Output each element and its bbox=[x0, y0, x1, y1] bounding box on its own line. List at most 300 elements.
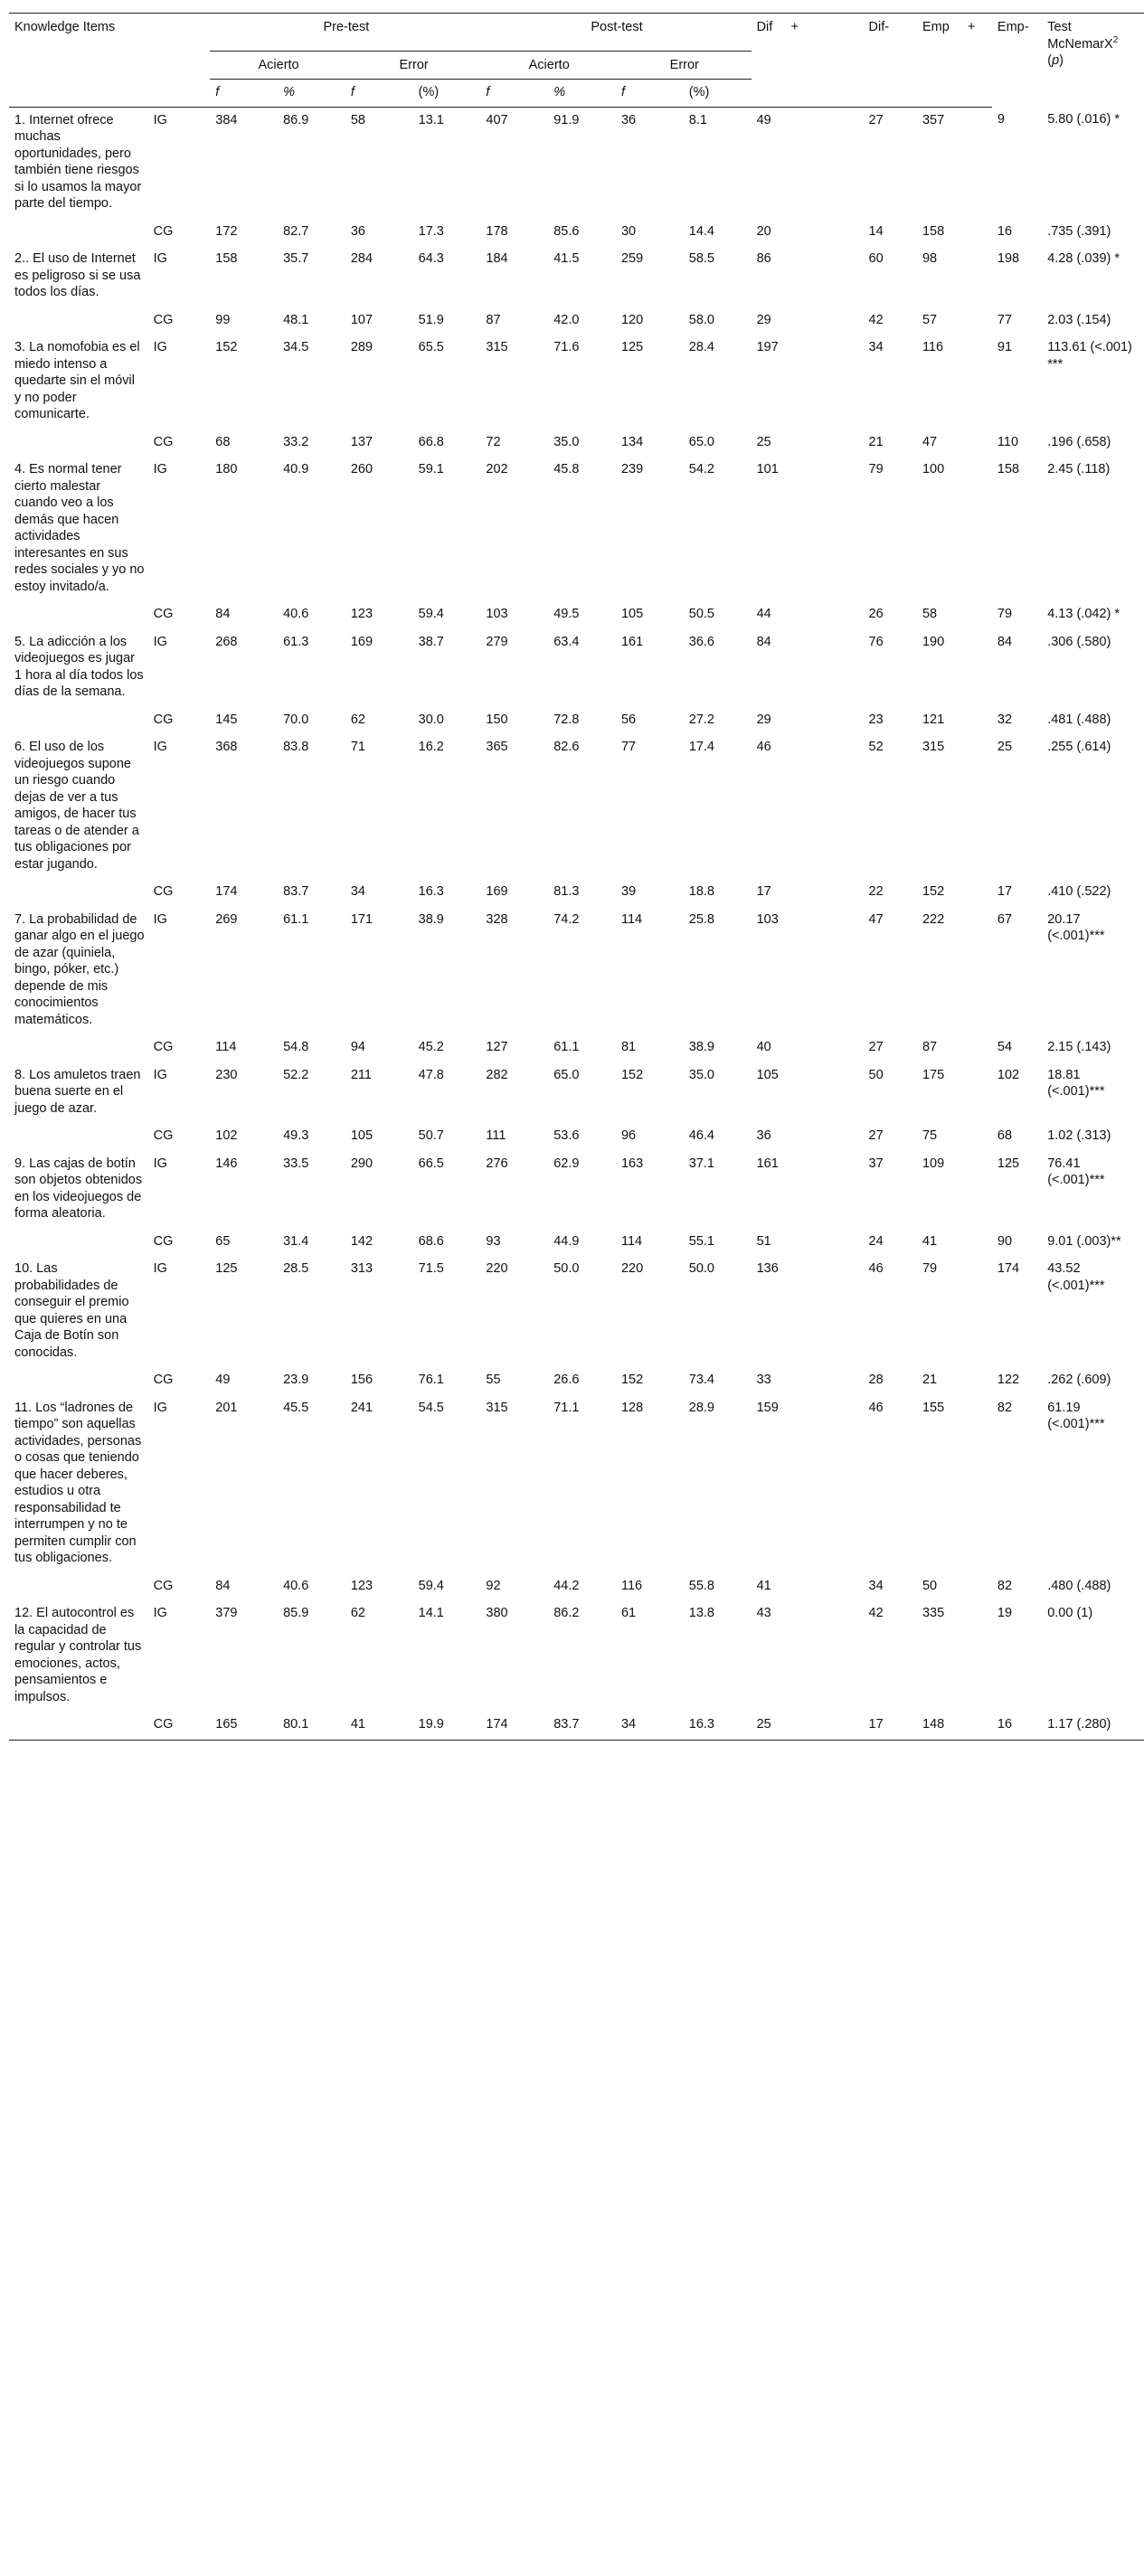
knowledge-item-text: 12. El autocontrol es la capacidad de regular y controlar tus emociones, actos, pensamientos e impulsos. bbox=[14, 1606, 142, 1704]
emp-plus-value: 335 bbox=[922, 1606, 945, 1620]
dif-minus-value: 42 bbox=[868, 312, 884, 327]
dif-plus-value: 43 bbox=[756, 1606, 771, 1620]
dif-minus-value: 52 bbox=[868, 740, 884, 754]
pre-acierto-f: 269 bbox=[215, 911, 238, 927]
dif-plus-value: 36 bbox=[756, 1128, 771, 1143]
pre-error-f: 62 bbox=[350, 712, 365, 727]
knowledge-item-text bbox=[9, 1034, 148, 1062]
group-label: IG bbox=[153, 1606, 167, 1620]
emp-minus-value: 84 bbox=[997, 634, 1013, 649]
dif-plus-value: 20 bbox=[756, 223, 771, 239]
pre-error-pct: 45.2 bbox=[418, 1040, 444, 1054]
pre-acierto-f: 145 bbox=[215, 712, 238, 727]
emp-plus-value: 148 bbox=[917, 1712, 992, 1740]
emp-minus-value: 82 bbox=[997, 1578, 1013, 1593]
post-acierto-f: 169 bbox=[486, 884, 508, 899]
group-label: IG bbox=[153, 1400, 167, 1415]
pre-error-f: 123 bbox=[350, 607, 373, 621]
post-acierto-f: 55 bbox=[486, 1373, 501, 1387]
pre-acierto-pct: 85.9 bbox=[283, 1606, 309, 1620]
dif-minus-value: 27 bbox=[868, 1128, 884, 1143]
emp-minus-value: 198 bbox=[997, 251, 1020, 266]
group-label: IG bbox=[153, 340, 167, 354]
mcnemar-test-value: 76.41 (<.001)*** bbox=[1047, 1156, 1105, 1187]
dif-plus-value: 46 bbox=[756, 740, 771, 754]
pre-error-f: 41 bbox=[345, 1712, 413, 1740]
pre-acierto-pct: 86.9 bbox=[283, 112, 309, 127]
post-error-pct: 58.0 bbox=[688, 312, 714, 327]
table-row bbox=[9, 601, 1144, 629]
table-row bbox=[9, 1600, 1144, 1712]
emp-plus-value: 175 bbox=[922, 1067, 945, 1082]
pre-error-f: 260 bbox=[350, 462, 373, 477]
mcnemar-test-value: .262 (.609) bbox=[1047, 1373, 1111, 1387]
emp-plus-value: 109 bbox=[922, 1156, 945, 1171]
emp-plus-value: 58 bbox=[922, 607, 938, 621]
group-label: CG bbox=[153, 712, 174, 727]
table-row bbox=[9, 107, 1144, 219]
pre-acierto-f: 102 bbox=[215, 1128, 238, 1143]
pre-acierto-f: 125 bbox=[215, 1261, 238, 1276]
post-acierto-f: 315 bbox=[486, 340, 508, 354]
pre-error-f: 62 bbox=[350, 1606, 365, 1620]
header-pre-acierto: Acierto bbox=[210, 51, 345, 80]
table-row bbox=[9, 879, 1144, 907]
group-label: IG bbox=[153, 634, 167, 649]
post-acierto-f: 150 bbox=[486, 712, 508, 727]
post-acierto-pct: 65.0 bbox=[553, 1067, 580, 1082]
post-error-pct: 25.8 bbox=[688, 911, 714, 927]
dif-minus-value: 34 bbox=[868, 340, 884, 354]
post-error-pct: 58.5 bbox=[688, 251, 714, 266]
table-row bbox=[9, 335, 1144, 429]
pre-error-f: 94 bbox=[350, 1040, 365, 1054]
pre-error-pct: 68.6 bbox=[418, 1233, 444, 1249]
post-error-f: 152 bbox=[620, 1067, 644, 1082]
mcnemar-test-value: .480 (.488) bbox=[1047, 1578, 1111, 1593]
pre-acierto-pct: 23.9 bbox=[283, 1373, 309, 1387]
post-acierto-pct: 91.9 bbox=[553, 112, 580, 127]
mcnemar-test-value: 2.03 (.154) bbox=[1047, 312, 1111, 327]
pre-acierto-pct: 61.3 bbox=[283, 634, 309, 649]
pre-acierto-pct: 49.3 bbox=[283, 1128, 309, 1143]
post-error-f: 128 bbox=[620, 1400, 644, 1415]
post-acierto-pct: 86.2 bbox=[553, 1606, 580, 1620]
group-label: CG bbox=[153, 1040, 174, 1054]
group-label: CG bbox=[153, 607, 174, 621]
post-acierto-f: 174 bbox=[480, 1712, 548, 1740]
emp-minus-value: 91 bbox=[997, 340, 1013, 354]
group-label: IG bbox=[153, 462, 167, 477]
header-post-acierto-f: f bbox=[480, 80, 548, 108]
table-row bbox=[9, 457, 1144, 601]
emp-plus-value: 87 bbox=[922, 1040, 938, 1054]
emp-minus-value: 9 bbox=[997, 112, 1005, 127]
post-acierto-pct: 71.1 bbox=[553, 1400, 580, 1415]
group-label: IG bbox=[153, 1156, 167, 1171]
post-acierto-pct: 49.5 bbox=[553, 607, 580, 621]
emp-minus-value: 82 bbox=[997, 1400, 1013, 1415]
emp-plus-value: 222 bbox=[922, 911, 945, 927]
knowledge-item-text bbox=[9, 219, 148, 247]
emp-minus-value: 77 bbox=[997, 312, 1013, 327]
mcnemar-test-value: 1.17 (.280) bbox=[1042, 1712, 1144, 1740]
dif-plus-value: 29 bbox=[756, 712, 771, 727]
dif-minus-value: 60 bbox=[868, 251, 884, 266]
pre-acierto-f: 84 bbox=[215, 1578, 231, 1593]
group-label: IG bbox=[153, 740, 167, 754]
emp-plus-value: 57 bbox=[922, 312, 938, 327]
group-label: CG bbox=[153, 312, 174, 327]
pre-acierto-pct: 35.7 bbox=[283, 251, 309, 266]
emp-minus-value: 54 bbox=[997, 1040, 1013, 1054]
knowledge-item-text bbox=[9, 601, 148, 629]
post-acierto-f: 380 bbox=[486, 1606, 508, 1620]
mcnemar-test-value: 4.28 (.039) * bbox=[1047, 251, 1120, 266]
table-row bbox=[9, 1151, 1144, 1229]
pre-error-pct: 59.1 bbox=[418, 462, 444, 477]
emp-plus-value: 21 bbox=[922, 1373, 938, 1387]
post-error-pct: 65.0 bbox=[688, 434, 714, 449]
mcnemar-test-value: 5.80 (.016) * bbox=[1047, 112, 1120, 127]
group-label: IG bbox=[153, 1261, 167, 1276]
pre-error-f: 123 bbox=[350, 1578, 373, 1593]
knowledge-item-text: 9. Las cajas de botín son objetos obtenidos en los videojuegos de forma aleatoria. bbox=[14, 1156, 143, 1221]
header-row-3 bbox=[9, 80, 1144, 108]
post-acierto-f: 111 bbox=[486, 1128, 506, 1143]
dif-plus-value: 44 bbox=[756, 607, 771, 621]
post-error-pct: 18.8 bbox=[688, 884, 714, 899]
post-error-f: 259 bbox=[620, 251, 644, 266]
emp-plus-value: 121 bbox=[922, 712, 945, 727]
pre-acierto-f: 68 bbox=[215, 434, 231, 449]
post-acierto-f: 365 bbox=[486, 740, 508, 754]
pre-error-f: 289 bbox=[350, 340, 373, 354]
dif-plus-value: 86 bbox=[756, 251, 771, 266]
post-acierto-pct: 72.8 bbox=[553, 712, 580, 727]
mcnemar-test-value: .410 (.522) bbox=[1047, 884, 1111, 899]
pre-error-pct: 54.5 bbox=[418, 1400, 444, 1415]
post-acierto-pct: 45.8 bbox=[553, 462, 580, 477]
header-emp-minus: Emp- bbox=[992, 14, 1042, 52]
pre-acierto-pct: 61.1 bbox=[283, 911, 309, 927]
table-row bbox=[9, 246, 1144, 307]
post-error-pct: 27.2 bbox=[688, 712, 714, 727]
emp-plus-value: 190 bbox=[922, 634, 945, 649]
group-label: IG bbox=[153, 251, 167, 266]
group-label: CG bbox=[148, 1712, 211, 1740]
post-error-f: 114 bbox=[620, 1233, 643, 1249]
pre-error-f: 105 bbox=[350, 1128, 373, 1143]
table-row bbox=[9, 734, 1144, 879]
mcnemar-test-value: 2.45 (.118) bbox=[1047, 462, 1111, 477]
table-body bbox=[9, 107, 1144, 1740]
knowledge-item-text bbox=[9, 429, 148, 458]
emp-minus-value: 125 bbox=[997, 1156, 1020, 1171]
post-error-f: 163 bbox=[620, 1156, 644, 1171]
post-acierto-pct: 83.7 bbox=[548, 1712, 616, 1740]
dif-minus-value: 42 bbox=[868, 1606, 884, 1620]
post-acierto-pct: 82.6 bbox=[553, 740, 580, 754]
post-error-f: 39 bbox=[620, 884, 637, 899]
pre-acierto-pct: 33.5 bbox=[283, 1156, 309, 1171]
pre-acierto-pct: 54.8 bbox=[283, 1040, 309, 1054]
post-error-f: 61 bbox=[620, 1606, 637, 1620]
knowledge-item-text: 5. La adicción a los videojuegos es jugar 1 hora al día todos los días de la semana. bbox=[14, 634, 144, 699]
post-error-f: 36 bbox=[620, 112, 637, 127]
emp-plus-value: 47 bbox=[922, 434, 938, 449]
post-error-pct: 28.9 bbox=[688, 1400, 714, 1415]
post-error-pct: 55.1 bbox=[688, 1233, 714, 1249]
emp-plus-value: 155 bbox=[922, 1400, 945, 1415]
dif-plus-value: 84 bbox=[756, 634, 771, 649]
dif-minus-value: 50 bbox=[868, 1067, 884, 1082]
dif-minus-value: 46 bbox=[868, 1261, 884, 1276]
emp-plus-value: 357 bbox=[922, 112, 945, 127]
emp-minus-value: 25 bbox=[997, 740, 1013, 754]
post-acierto-pct: 44.9 bbox=[553, 1233, 580, 1249]
post-error-pct: 8.1 bbox=[688, 112, 707, 127]
group-label: CG bbox=[153, 434, 174, 449]
post-error-f: 152 bbox=[620, 1373, 644, 1387]
post-acierto-f: 87 bbox=[486, 312, 501, 327]
emp-plus-value: 100 bbox=[922, 462, 945, 477]
dif-plus-value: 197 bbox=[756, 340, 779, 354]
emp-plus-value: 315 bbox=[922, 740, 945, 754]
post-error-pct: 38.9 bbox=[688, 1040, 714, 1054]
post-error-f: 105 bbox=[620, 607, 644, 621]
header-post-error: Error bbox=[616, 51, 752, 80]
table-row bbox=[9, 629, 1144, 707]
emp-plus-value: 50 bbox=[922, 1578, 938, 1593]
post-error-f: 120 bbox=[620, 312, 644, 327]
pre-error-pct: 19.9 bbox=[413, 1712, 481, 1740]
header-test-mcnemar: Test McNemarX$^2$ (p) bbox=[1042, 14, 1144, 108]
post-acierto-pct: 35.0 bbox=[553, 434, 580, 449]
knowledge-item-text bbox=[9, 1229, 148, 1257]
emp-plus-value: 41 bbox=[922, 1233, 938, 1249]
post-error-f: 34 bbox=[616, 1712, 684, 1740]
dif-minus-value: 79 bbox=[868, 462, 884, 477]
dif-plus-value: 159 bbox=[756, 1400, 779, 1415]
dif-minus-value: 27 bbox=[868, 112, 884, 127]
pre-acierto-pct: 28.5 bbox=[283, 1261, 309, 1276]
dif-plus-value: 33 bbox=[756, 1373, 771, 1387]
dif-plus-value: 51 bbox=[756, 1233, 771, 1249]
dif-plus-value: 25 bbox=[752, 1712, 864, 1740]
post-error-pct: 16.3 bbox=[684, 1712, 752, 1740]
mcnemar-test-value: 20.17 (<.001)*** bbox=[1047, 911, 1105, 943]
emp-minus-value: 158 bbox=[997, 462, 1020, 477]
post-acierto-pct: 50.0 bbox=[553, 1261, 580, 1276]
dif-minus-value: 21 bbox=[868, 434, 884, 449]
pre-error-f: 313 bbox=[350, 1261, 373, 1276]
pre-acierto-f: 99 bbox=[215, 312, 231, 327]
table-row bbox=[9, 1256, 1144, 1367]
dif-plus-value: 25 bbox=[756, 434, 771, 449]
post-acierto-f: 276 bbox=[486, 1156, 508, 1171]
mcnemar-test-value: .255 (.614) bbox=[1047, 740, 1111, 754]
header-knowledge-items: Knowledge Items bbox=[9, 14, 148, 52]
pre-error-pct: 71.5 bbox=[418, 1261, 444, 1276]
knowledge-item-text: 8. Los amuletos traen buena suerte en el juego de azar. bbox=[14, 1067, 141, 1116]
pre-error-pct: 14.1 bbox=[418, 1606, 444, 1620]
pre-acierto-pct: 40.6 bbox=[283, 1578, 309, 1593]
post-acierto-pct: 53.6 bbox=[553, 1128, 580, 1143]
emp-minus-value: 102 bbox=[997, 1067, 1020, 1082]
post-error-f: 96 bbox=[620, 1128, 637, 1143]
post-error-pct: 37.1 bbox=[688, 1156, 714, 1171]
emp-plus-value: 75 bbox=[922, 1128, 938, 1143]
pre-error-pct: 50.7 bbox=[418, 1128, 444, 1143]
pre-error-pct: 59.4 bbox=[418, 1578, 444, 1593]
group-label: IG bbox=[153, 911, 167, 927]
group-label: CG bbox=[153, 1578, 174, 1593]
dif-minus-value: 26 bbox=[868, 607, 884, 621]
mcnemar-test-value: 2.15 (.143) bbox=[1047, 1040, 1111, 1054]
post-error-pct: 50.0 bbox=[688, 1261, 714, 1276]
pre-acierto-f: 384 bbox=[215, 112, 238, 127]
header-dif-plus: Dif + bbox=[752, 14, 864, 52]
post-acierto-f: 282 bbox=[486, 1067, 508, 1082]
emp-minus-value: 90 bbox=[997, 1233, 1013, 1249]
emp-minus-value: 32 bbox=[997, 712, 1013, 727]
post-acierto-pct: 26.6 bbox=[553, 1373, 580, 1387]
pre-error-pct: 66.8 bbox=[418, 434, 444, 449]
header-post-acierto-pct: % bbox=[548, 80, 616, 108]
group-label: CG bbox=[153, 223, 174, 239]
pre-acierto-pct: 83.8 bbox=[283, 740, 309, 754]
emp-minus-value: 17 bbox=[997, 884, 1013, 899]
post-acierto-pct: 81.3 bbox=[553, 884, 580, 899]
pre-error-f: 137 bbox=[350, 434, 373, 449]
pre-error-pct: 16.3 bbox=[418, 884, 444, 899]
pre-error-pct: 59.4 bbox=[418, 607, 444, 621]
dif-minus-value: 14 bbox=[868, 223, 884, 239]
post-error-pct: 54.2 bbox=[688, 462, 714, 477]
emp-minus-value: 174 bbox=[997, 1261, 1020, 1276]
pre-error-pct: 13.1 bbox=[418, 112, 444, 127]
table-row bbox=[9, 1229, 1144, 1257]
knowledge-item-text bbox=[9, 307, 148, 335]
mcnemar-test-value: .735 (.391) bbox=[1047, 223, 1111, 239]
pre-error-f: 290 bbox=[350, 1156, 373, 1171]
pre-acierto-pct: 83.7 bbox=[283, 884, 309, 899]
header-pre-error-f: f bbox=[345, 80, 413, 108]
header-pre-error-pct: (%) bbox=[413, 80, 481, 108]
post-error-pct: 17.4 bbox=[688, 740, 714, 754]
dif-plus-value: 101 bbox=[756, 462, 779, 477]
pre-error-pct: 65.5 bbox=[418, 340, 444, 354]
post-error-pct: 36.6 bbox=[688, 634, 714, 649]
header-post-acierto: Acierto bbox=[480, 51, 616, 80]
header-pre-acierto-f: f bbox=[210, 80, 278, 108]
emp-plus-value: 98 bbox=[922, 251, 938, 266]
post-acierto-f: 103 bbox=[486, 607, 508, 621]
pre-acierto-f: 152 bbox=[215, 340, 238, 354]
dif-minus-value: 23 bbox=[868, 712, 884, 727]
post-error-f: 116 bbox=[620, 1578, 643, 1593]
pre-acierto-f: 146 bbox=[215, 1156, 238, 1171]
emp-minus-value: 19 bbox=[997, 1606, 1013, 1620]
emp-minus-value: 67 bbox=[997, 911, 1013, 927]
dif-plus-value: 103 bbox=[756, 911, 779, 927]
pre-error-f: 156 bbox=[350, 1373, 373, 1387]
pre-acierto-pct: 31.4 bbox=[283, 1233, 309, 1249]
knowledge-item-text: 10. Las probabilidades de conseguir el premio que quieres en una Caja de Botín son conocidas. bbox=[14, 1261, 129, 1360]
dif-minus-value: 76 bbox=[868, 634, 884, 649]
mcnemar-test-value: 43.52 (<.001)*** bbox=[1047, 1261, 1105, 1293]
emp-plus-value: 152 bbox=[922, 884, 945, 899]
mcnemar-test-value: 9.01 (.003)** bbox=[1047, 1233, 1121, 1249]
mcnemar-test-value: .196 (.658) bbox=[1047, 434, 1111, 449]
post-acierto-pct: 42.0 bbox=[553, 312, 580, 327]
post-error-pct: 73.4 bbox=[688, 1373, 714, 1387]
pre-acierto-f: 174 bbox=[215, 884, 238, 899]
header-pre-error: Error bbox=[345, 51, 481, 80]
knowledge-item-text: 2.. El uso de Internet es peligroso si se usa todos los días. bbox=[14, 251, 141, 299]
pre-acierto-pct: 33.2 bbox=[283, 434, 309, 449]
post-acierto-f: 328 bbox=[486, 911, 508, 927]
header-row-2 bbox=[9, 51, 1144, 80]
table-row bbox=[9, 307, 1144, 335]
pre-error-f: 171 bbox=[350, 911, 373, 927]
pre-error-f: 36 bbox=[350, 223, 365, 239]
post-error-f: 220 bbox=[620, 1261, 644, 1276]
knowledge-item-text bbox=[9, 1573, 148, 1601]
group-label: CG bbox=[153, 1233, 174, 1249]
header-pre-test: Pre-test bbox=[210, 14, 480, 52]
post-acierto-f: 127 bbox=[486, 1040, 508, 1054]
group-label: IG bbox=[153, 112, 167, 127]
group-label: CG bbox=[153, 1373, 174, 1387]
header-emp-plus: Emp + bbox=[917, 14, 992, 52]
mcnemar-test-value: .481 (.488) bbox=[1047, 712, 1111, 727]
table-row bbox=[9, 907, 1144, 1035]
pre-error-pct: 51.9 bbox=[418, 312, 444, 327]
emp-minus-value: 16 bbox=[997, 223, 1013, 239]
post-acierto-f: 72 bbox=[486, 434, 501, 449]
pre-error-pct: 30.0 bbox=[418, 712, 444, 727]
mcnemar-results-table bbox=[9, 13, 1144, 1741]
header-post-error-pct: (%) bbox=[684, 80, 752, 108]
knowledge-item-text bbox=[9, 1367, 148, 1395]
pre-error-f: 169 bbox=[350, 634, 373, 649]
post-error-f: 56 bbox=[620, 712, 637, 727]
pre-error-f: 58 bbox=[350, 112, 365, 127]
pre-acierto-f: 65 bbox=[215, 1233, 231, 1249]
post-error-pct: 28.4 bbox=[688, 340, 714, 354]
dif-minus-value: 37 bbox=[868, 1156, 884, 1171]
pre-acierto-f: 368 bbox=[215, 740, 238, 754]
pre-error-f: 107 bbox=[350, 312, 373, 327]
table-row bbox=[9, 219, 1144, 247]
dif-plus-value: 105 bbox=[756, 1067, 779, 1082]
dif-plus-value: 161 bbox=[756, 1156, 779, 1171]
table-row bbox=[9, 429, 1144, 458]
dif-minus-value: 24 bbox=[868, 1233, 884, 1249]
header-post-test: Post-test bbox=[480, 14, 751, 52]
post-error-f: 239 bbox=[620, 462, 644, 477]
table-row bbox=[9, 1395, 1144, 1573]
post-acierto-pct: 61.1 bbox=[553, 1040, 580, 1054]
post-acierto-f: 315 bbox=[486, 1400, 508, 1415]
header-dif-minus: Dif- bbox=[864, 14, 917, 52]
knowledge-item-text: 7. La probabilidad de ganar algo en el juego de azar (quiniela, bingo, póker, etc.) depende de mis conocimientos matemáticos. bbox=[14, 911, 145, 1027]
emp-plus-value: 158 bbox=[922, 223, 945, 239]
post-error-f: 77 bbox=[620, 740, 637, 754]
post-acierto-pct: 62.9 bbox=[553, 1156, 580, 1171]
